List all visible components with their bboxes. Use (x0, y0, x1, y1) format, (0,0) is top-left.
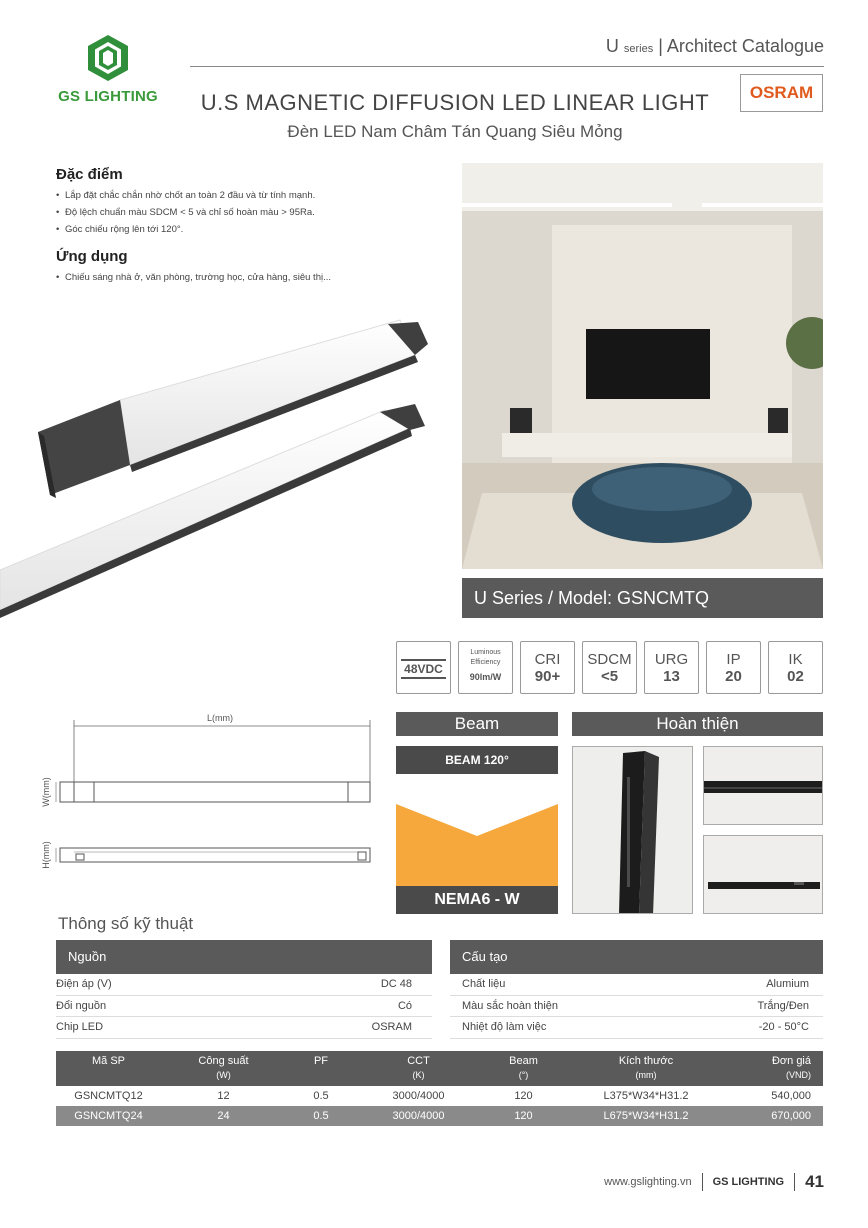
column-header: Mã SP (91, 1055, 125, 1067)
spec-value: OSRAM (371, 1021, 412, 1033)
lum-label-2: Efficiency (470, 659, 501, 666)
spec-label: IK (788, 651, 803, 668)
series-word: series (623, 43, 654, 55)
price-cell: 670,000 (771, 1110, 811, 1122)
cct-cell: 3000/4000 (392, 1090, 445, 1102)
structure-table (450, 940, 823, 1039)
spec-value: -20 - 50°C (758, 1021, 809, 1033)
features-list (56, 187, 446, 238)
column-header: CCT (K) (407, 1055, 430, 1080)
spec-label: CRI (534, 651, 561, 668)
header-rule (190, 66, 824, 67)
spec-key: Màu sắc hoàn thiện (462, 999, 559, 1012)
catalogue-name: Architect Catalogue (666, 36, 824, 56)
table-row (450, 974, 823, 996)
finish-title: Hoàn thiện (572, 712, 823, 736)
spec-value: Có (397, 999, 412, 1012)
price-cell: 540,000 (771, 1090, 811, 1102)
column-header: Beam (°) (509, 1055, 538, 1080)
size-cell: L675*W34*H31.2 (603, 1110, 689, 1122)
spec-label: URG (654, 651, 689, 668)
structure-header: Cấu tạo (450, 940, 823, 974)
spec-value: 02 (787, 668, 804, 685)
spec-label: IP (726, 651, 741, 668)
finish-photo-black (703, 746, 823, 825)
specs-title: Thông số kỹ thuật (58, 914, 194, 933)
spec-value: 90+ (534, 668, 561, 685)
page-number: 41 (805, 1172, 824, 1191)
spec-value: Alumium (766, 978, 809, 990)
voltage-value: 48VDC (401, 659, 446, 679)
series-separator: | (658, 36, 667, 56)
lum-label-1: Luminous (470, 649, 501, 656)
finish-photo-vertical (572, 746, 693, 914)
spec-key: Chất liệu (462, 978, 506, 990)
footer-divider (702, 1173, 703, 1191)
pf-cell: 0.5 (313, 1110, 329, 1122)
spec-label: SDCM (587, 651, 632, 668)
features-section (56, 166, 446, 296)
spec-key: Đổi nguồn (56, 999, 107, 1012)
website-link[interactable]: www.gslighting.vn (604, 1176, 692, 1188)
application-item: • Chiếu sáng nhà ở, văn phòng, trường học, cửa hàng, siêu thị... (56, 269, 446, 286)
cri-badge (520, 641, 575, 694)
power-table (56, 940, 432, 1039)
column-header: Kích thước (mm) (618, 1055, 674, 1080)
table-row (56, 1017, 432, 1039)
sdcm-badge (582, 641, 637, 694)
page-subtitle: Đèn LED Nam Châm Tán Quang Siêu Mỏng (287, 122, 623, 141)
series-header (606, 36, 824, 57)
pf-cell: 0.5 (313, 1090, 329, 1102)
luminous-efficiency-badge (458, 641, 513, 694)
gs-cube-icon (86, 34, 130, 82)
power-cell: 12 (217, 1090, 230, 1102)
spec-key: Nhiệt độ làm việc (462, 1021, 547, 1033)
table-row (56, 996, 432, 1018)
applications-list (56, 269, 446, 286)
lum-value: 90lm/W (469, 672, 502, 682)
table-row (56, 974, 432, 996)
feature-item: • Góc chiếu rộng lên tới 120°. (56, 221, 446, 238)
finish-photo-bar (703, 835, 823, 914)
product-image (0, 300, 450, 620)
power-cell: 24 (217, 1110, 230, 1122)
ik-badge (768, 641, 823, 694)
beam-angle: BEAM 120° (396, 746, 558, 774)
page-footer (604, 1172, 824, 1192)
footer-divider (794, 1173, 795, 1191)
spec-value: DC 48 (380, 978, 412, 990)
column-header: Công suất (W) (198, 1055, 249, 1080)
cct-cell: 3000/4000 (392, 1110, 445, 1122)
width-label: W(mm) (41, 777, 51, 807)
column-header: PF (313, 1055, 329, 1067)
page-title: U.S MAGNETIC DIFFUSION LED LINEAR LIGHT (200, 90, 710, 115)
length-label: L(mm) (207, 713, 233, 723)
dimension-drawing (40, 712, 380, 882)
spec-value: 20 (725, 668, 742, 685)
price-table-header (56, 1051, 823, 1086)
ip-badge (706, 641, 761, 694)
nema-label: NEMA6 - W (396, 886, 558, 914)
table-row (56, 1086, 823, 1106)
size-cell: L375*W34*H31.2 (603, 1090, 689, 1102)
feature-item: • Lắp đặt chắc chắn nhờ chốt an toàn 2 đầu và từ tính mạnh. (56, 187, 446, 204)
column-header: Đơn giá (VND) (771, 1055, 811, 1080)
room-photo (462, 163, 823, 569)
spec-value: 13 (663, 668, 680, 685)
brand-logo (56, 34, 160, 105)
beam-cell: 120 (514, 1110, 533, 1122)
beam-title: Beam (396, 712, 558, 736)
brand-name: GS LIGHTING (58, 88, 158, 105)
beam-diagram (396, 746, 558, 914)
feature-item: • Độ lệch chuẩn màu SDCM < 5 và chỉ số hoàn màu > 95Ra. (56, 204, 446, 221)
voltage-badge (396, 641, 451, 694)
osram-logo: OSRAM (740, 74, 823, 112)
product-code: GSNCMTQ24 (74, 1110, 143, 1122)
price-table (56, 1051, 823, 1126)
urg-badge (644, 641, 699, 694)
spec-key: Chip LED (56, 1021, 104, 1033)
table-row (450, 1017, 823, 1039)
spec-value: Trắng/Đen (757, 999, 809, 1012)
features-heading: Đặc điểm (56, 166, 123, 183)
table-row (56, 1106, 823, 1126)
spec-key: Điện áp (V) (56, 978, 112, 990)
footer-brand: GS LIGHTING (712, 1176, 785, 1188)
product-code: GSNCMTQ12 (74, 1090, 143, 1102)
model-bar: U Series / Model: GSNCMTQ (462, 578, 823, 618)
series-letter: U (605, 36, 619, 56)
applications-heading: Ứng dụng (56, 248, 128, 265)
power-header: Nguồn (56, 940, 432, 974)
spec-value: <5 (600, 668, 619, 685)
height-label: H(mm) (41, 841, 51, 869)
beam-cell: 120 (514, 1090, 533, 1102)
table-row (450, 996, 823, 1018)
